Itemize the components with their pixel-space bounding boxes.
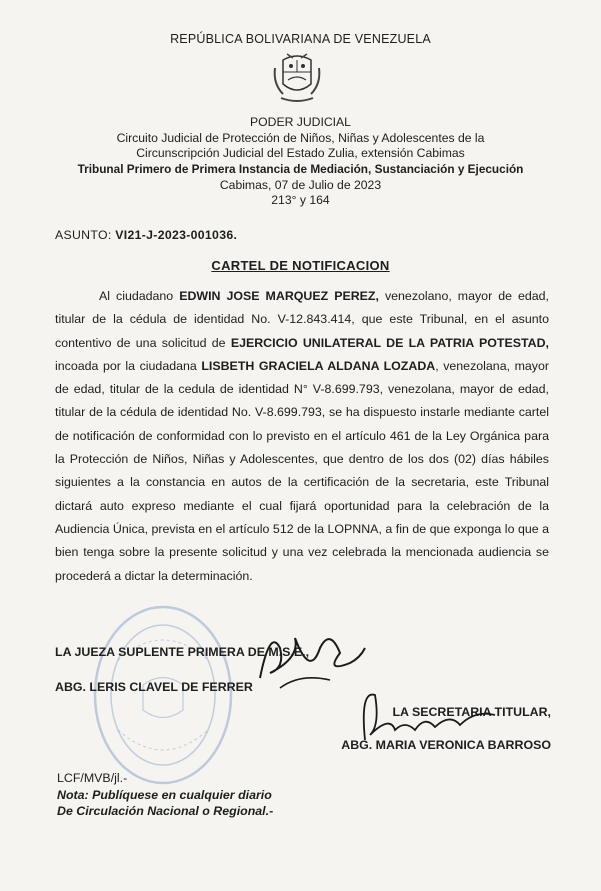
publication-note-line-1: Nota: Publíquese en cualquier diario <box>57 788 272 802</box>
case-subject: EJERCICIO UNILATERAL DE LA PATRIA POTESTAD, <box>230 335 549 350</box>
case-number <box>55 228 237 242</box>
judicial-branch: PODER JUDICIAL <box>250 115 351 129</box>
court-stamp-icon <box>88 600 238 790</box>
case-id: VI21-J-2023-001036. <box>115 228 238 242</box>
recipient-name: EDWIN JOSE MARQUEZ PEREZ, <box>179 289 379 303</box>
secretary-name: ABG. MARIA VERONICA BARROSO <box>341 738 551 752</box>
body-text-3: incoada por la ciudadana <box>55 358 202 373</box>
secretary-title: LA SECRETARIA TITULAR, <box>392 705 551 719</box>
notification-body <box>55 285 549 588</box>
independence-years: 213° y 164 <box>271 193 330 207</box>
coat-of-arms-icon <box>269 50 325 108</box>
body-text-4: , venezolana, mayor de edad, titular de la cedula de identidad N° V-8.699.793, venezolana, mayor de edad, titular de la cédula de identidad No. V-8.699.793, se ha dispuesto instarle mediante cartel de notificación de conformidad con lo previsto en el artículo 461 de la Ley Orgánica para la Protección de Niños, Niñas y Adolescentes, que dentro de los dos (02) días hábiles siguientes a la constancia en autos de la certificación de la secretaria, este Tribunal dictará auto expreso mediante el cual fijará oportunidad para la celebración de la Audiencia Única, prevista en el artículo 512 de la LOPNNA, a fin de que exponga lo que a bien tenga sobre la presente solicitud y una vez celebrada la mencionada audiencia se procederá a dictar la determinación. <box>55 358 549 583</box>
document-title: CARTEL DE NOTIFICACION <box>211 258 390 273</box>
judge-name: ABG. LERIS CLAVEL DE FERRER <box>55 680 253 694</box>
case-label: ASUNTO: <box>55 228 116 242</box>
circuit-line-1: Circuito Judicial de Protección de Niños, Niñas y Adolescentes de la <box>116 131 485 145</box>
body-text-2: venezolano, mayor de edad, titular de la cédula de identidad No. V-12.843.414, que este Tribunal, en el asunto contentivo de una solicitud de <box>55 289 549 350</box>
body-text-1: Al ciudadano <box>99 289 180 303</box>
tribunal-name: Tribunal Primero de Primera Instancia de Mediación, Sustanciación y Ejecución <box>77 162 524 176</box>
document-date: Cabimas, 07 de Julio de 2023 <box>219 178 382 192</box>
republic-heading: REPÚBLICA BOLIVARIANA DE VENEZUELA <box>170 32 431 46</box>
judge-title: LA JUEZA SUPLENTE PRIMERA DE M.S.E., <box>55 645 310 659</box>
petitioner-name: LISBETH GRACIELA ALDANA LOZADA <box>201 358 436 373</box>
body-paragraph <box>55 285 549 588</box>
initials: LCF/MVB/jl.- <box>57 771 128 785</box>
circuit-line-2: Circunscripción Judicial del Estado Zulia, extensión Cabimas <box>136 146 465 160</box>
publication-note-line-2: De Circulación Nacional o Regional.- <box>57 804 274 818</box>
